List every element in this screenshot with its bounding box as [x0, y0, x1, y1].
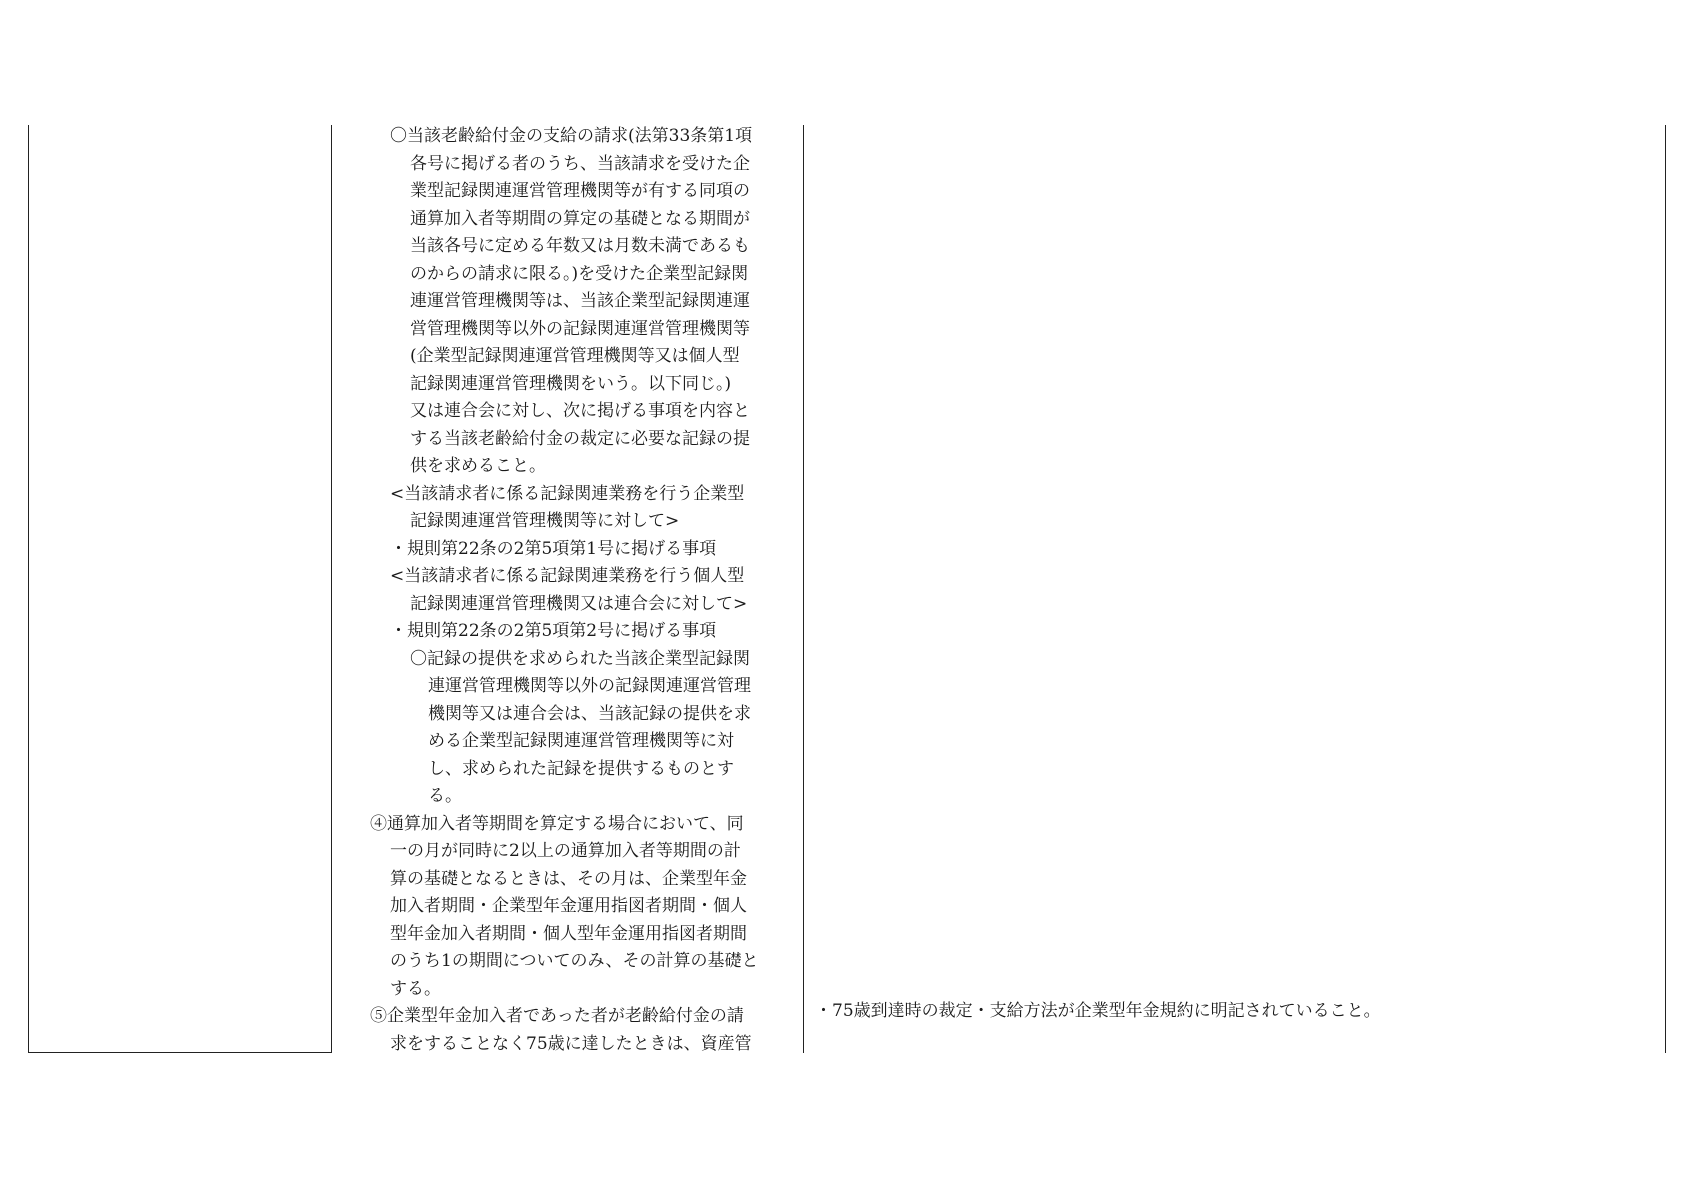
text-line: 記録関連運営管理機関をいう。以下同じ。) — [410, 373, 732, 394]
right-column-right-border — [1665, 125, 1666, 1053]
text-line: (企業型記録関連運営管理機関等又は個人型 — [410, 346, 740, 366]
text-line: 通算加入者等期間の算定の基礎となる期間が — [410, 208, 750, 229]
text-line: 機関等又は連合会は、当該記録の提供を求 — [428, 703, 751, 724]
text-line: 当該各号に定める年数又は月数未満であるも — [410, 236, 750, 256]
text-line: める企業型記録関連運営管理機関等に対 — [428, 731, 734, 751]
text-line: する当該老齢給付金の裁定に必要な記録の提 — [410, 428, 750, 449]
text-line: ④通算加入者等期間を算定する場合において、同 — [370, 813, 744, 834]
text-line: 〇当該老齢給付金の支給の請求(法第33条第1項 — [390, 126, 753, 146]
text-line: 求をすることなく75歳に達したときは、資産管 — [390, 1033, 752, 1054]
text-line: 記録関連運営管理機関又は連合会に対して> — [410, 593, 748, 614]
text-line: のからの請求に限る。)を受けた企業型記録関 — [410, 263, 749, 284]
text-line: 業型記録関連運営管理機関等が有する同項の — [410, 181, 750, 201]
left-column-bottom-border — [28, 1052, 332, 1053]
text-line: 連運営管理機関等以外の記録関連運営管理 — [428, 676, 751, 696]
text-line: ・規則第22条の2第5項第1号に掲げる事項 — [390, 538, 717, 559]
text-line: 一の月が同時に2以上の通算加入者等期間の計 — [390, 841, 741, 861]
text-line: <当該請求者に係る記録関連業務を行う個人型 — [390, 566, 745, 586]
text-line: ・規則第22条の2第5項第2号に掲げる事項 — [390, 621, 717, 641]
text-line: 算の基礎となるときは、その月は、企業型年金 — [390, 868, 747, 889]
text-line: 加入者期間・企業型年金運用指図者期間・個人 — [390, 896, 747, 916]
text-line: し、求められた記録を提供するものとす — [428, 758, 734, 779]
middle-column-right-border — [803, 125, 804, 1053]
text-line: 連運営管理機関等は、当該企業型記録関連運 — [410, 291, 750, 311]
text-line: 〇記録の提供を求められた当該企業型記録関 — [410, 648, 750, 669]
left-column-left-border — [28, 125, 29, 1053]
text-line: する。 — [390, 978, 441, 999]
text-line: <当該請求者に係る記録関連業務を行う企業型 — [390, 483, 745, 504]
text-line: 営管理機関等以外の記録関連運営管理機関等 — [410, 318, 750, 339]
text-line: ⑤企業型年金加入者であった者が老齢給付金の請 — [370, 1006, 744, 1026]
text-line: ・75歳到達時の裁定・支給方法が企業型年金規約に明記されていること。 — [815, 1001, 1381, 1021]
text-line: 記録関連運営管理機関等に対して> — [410, 511, 680, 531]
text-line: 型年金加入者期間・個人型年金運用指図者期間 — [390, 923, 747, 944]
middle-column-text — [370, 123, 802, 1058]
text-line: 供を求めること。 — [410, 456, 546, 476]
text-line: 又は連合会に対し、次に掲げる事項を内容と — [410, 401, 750, 421]
text-line: 各号に掲げる者のうち、当該請求を受けた企 — [410, 153, 750, 174]
text-line: る。 — [428, 786, 462, 806]
right-column-text — [815, 998, 1635, 1026]
text-line: のうち1の期間についてのみ、その計算の基礎と — [390, 951, 759, 971]
left-column-right-border — [331, 125, 332, 1053]
